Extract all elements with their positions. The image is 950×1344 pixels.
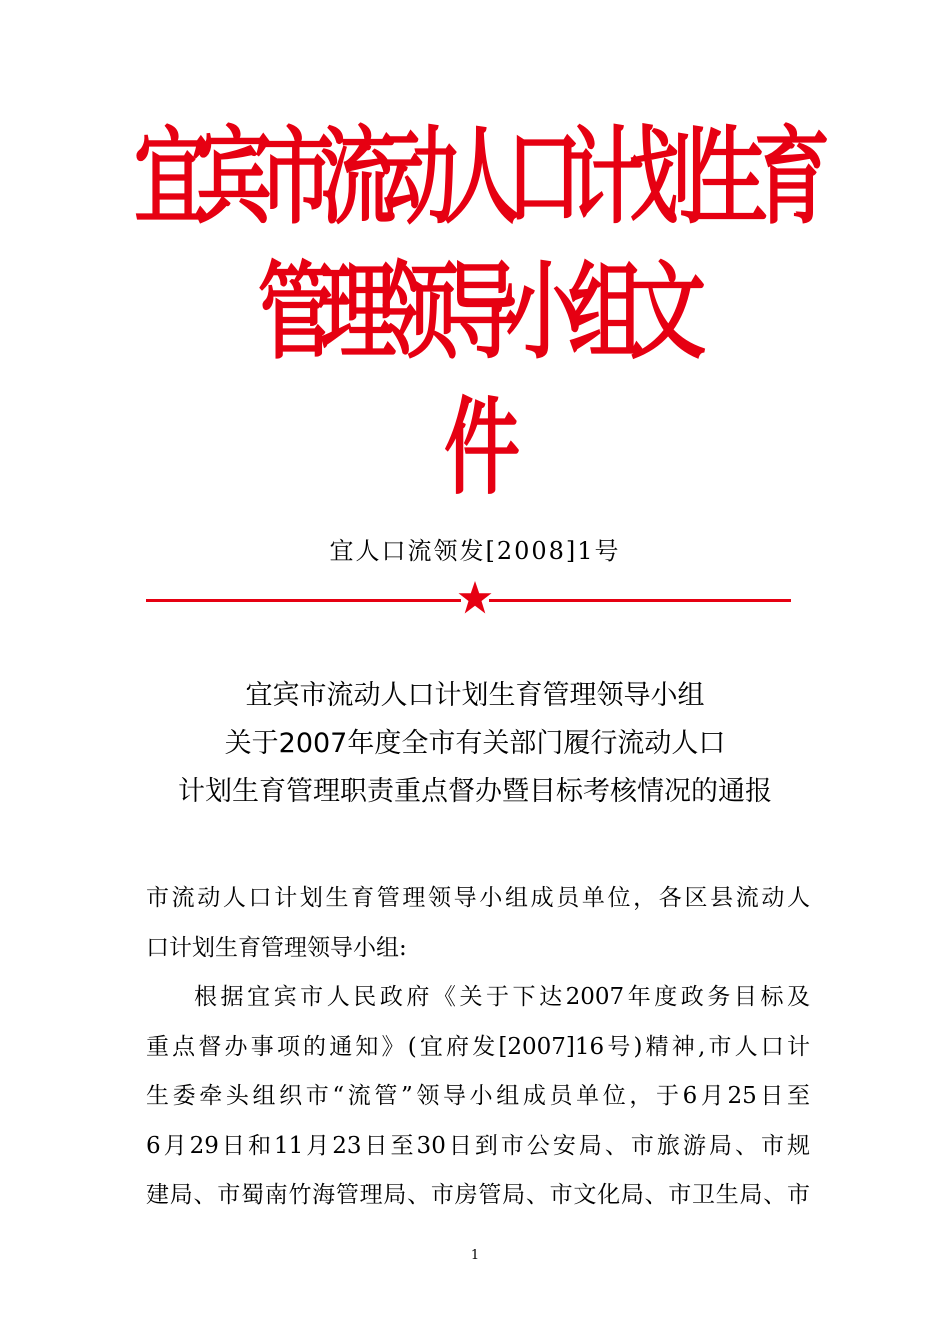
body-line: 重点督办事项的通知》(宜府发[2007]16号)精神,市人口计: [146, 1033, 810, 1060]
red-divider-right: [489, 599, 791, 602]
body-text: [146, 874, 810, 1221]
header-title-line-2: 件: [444, 386, 506, 509]
red-divider-left: [146, 599, 461, 602]
document-header-title: [130, 110, 820, 516]
body-line: 建局、市蜀南竹海管理局、市房管局、市文化局、市卫生局、市: [146, 1182, 810, 1208]
body-line: 市流动人口计划生育管理领导小组成员单位，各区县流动人: [146, 885, 810, 911]
page-number: 1: [470, 1248, 480, 1263]
body-line: 口计划生育管理领导小组:: [146, 934, 407, 961]
body-line: 生委牵头组织市“流管”领导小组成员单位，于6月25日至: [146, 1083, 810, 1109]
body-line: 根据宜宾市人民政府《关于下达2007年度政务目标及: [194, 984, 810, 1010]
notice-title-line-1: 宜宾市流动人口计划生育管理领导小组: [245, 680, 705, 711]
document-number: 宜人口流领发[2008]1号: [329, 537, 621, 565]
header-title-line-1: 宜宾市流动人口计划生育管理领导小组文: [134, 115, 816, 374]
notice-title-line-3: 计划生育管理职责重点督办暨目标考核情况的通报: [178, 776, 772, 807]
notice-title: [100, 672, 850, 816]
body-line: 6月29日和11月23日至30日到市公安局、市旅游局、市规: [146, 1132, 810, 1159]
star-icon: [458, 580, 492, 616]
notice-title-line-2: 关于2007年度全市有关部门履行流动人口: [224, 728, 726, 759]
